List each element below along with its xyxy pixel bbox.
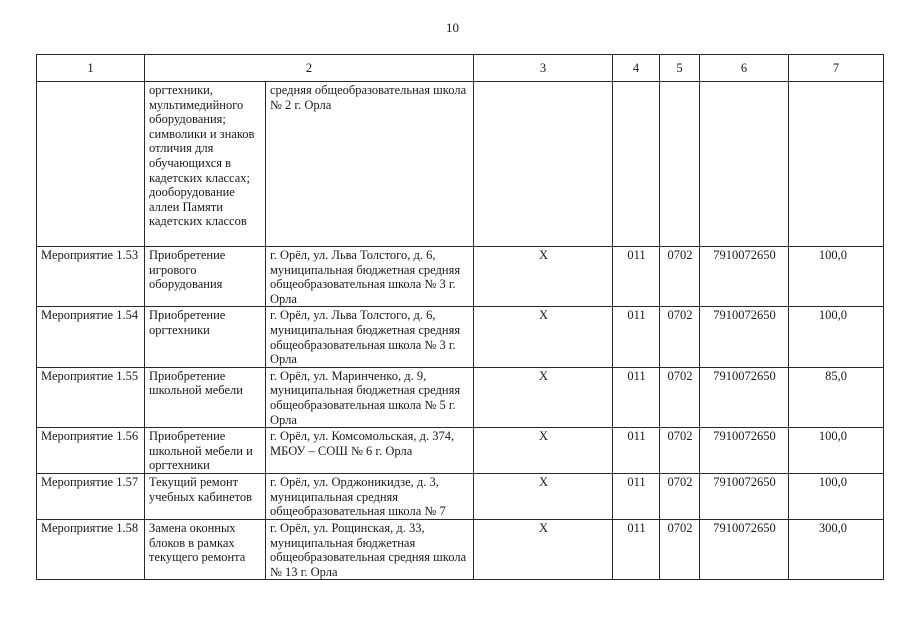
amount-cell: 300,0 xyxy=(789,519,884,579)
col6-cell: 7910072650 xyxy=(700,367,789,427)
col5-cell: 0702 xyxy=(660,247,700,307)
table-row xyxy=(37,473,884,519)
col6-cell: 7910072650 xyxy=(700,519,789,579)
col5-cell: 0702 xyxy=(660,428,700,474)
col6-cell: 7910072650 xyxy=(700,307,789,367)
measure-id-cell: Мероприятие 1.58 xyxy=(37,519,145,579)
col4-cell: 011 xyxy=(613,519,660,579)
col4-cell: 011 xyxy=(613,247,660,307)
col6-cell: 7910072650 xyxy=(700,428,789,474)
col4-cell: 011 xyxy=(613,307,660,367)
column-header: 4 xyxy=(613,55,660,82)
col3-cell: Х xyxy=(474,307,613,367)
measure-name-cell: Приобретение игрового оборудования xyxy=(145,247,266,307)
col3-cell: Х xyxy=(474,519,613,579)
col4-cell: 011 xyxy=(613,428,660,474)
measure-id-cell xyxy=(37,82,145,247)
measure-name-cell: Приобретение школьной мебели и оргтехники xyxy=(145,428,266,474)
address-cell: г. Орёл, ул. Льва Толстого, д. 6, муниципальная бюджетная средняя общеобразовательная школа № 3 г. Орла xyxy=(266,307,474,367)
address-cell: г. Орёл, ул. Льва Толстого, д. 6, муниципальная бюджетная средняя общеобразовательная школа № 3 г. Орла xyxy=(266,247,474,307)
column-numbers-row xyxy=(37,55,884,82)
continuation-row xyxy=(37,82,884,247)
table-row xyxy=(37,247,884,307)
col4-cell: 011 xyxy=(613,473,660,519)
measure-name-cell: Замена оконных блоков в рамках текущего ремонта xyxy=(145,519,266,579)
measure-id-cell: Мероприятие 1.53 xyxy=(37,247,145,307)
measure-name-cell: оргтехники, мультимедийного оборудования; символики и знаков отличия для обучающихся в кадетских классах; дооборудование аллеи Памяти кадетских классов xyxy=(145,82,266,247)
col6-cell: 7910072650 xyxy=(700,473,789,519)
address-cell: г. Орёл, ул. Орджоникидзе, д. 3, муниципальная средняя общеобразовательная школа № 7 xyxy=(266,473,474,519)
col3-cell: Х xyxy=(474,428,613,474)
table-row xyxy=(37,519,884,579)
measure-name-cell: Приобретение школьной мебели xyxy=(145,367,266,427)
amount-cell: 100,0 xyxy=(789,247,884,307)
col5-cell: 0702 xyxy=(660,367,700,427)
amount-cell: 100,0 xyxy=(789,428,884,474)
table-row xyxy=(37,367,884,427)
measures-table xyxy=(36,54,884,580)
measure-name-cell: Приобретение оргтехники xyxy=(145,307,266,367)
column-header: 1 xyxy=(37,55,145,82)
measure-id-cell: Мероприятие 1.54 xyxy=(37,307,145,367)
column-header: 5 xyxy=(660,55,700,82)
col3-cell: Х xyxy=(474,247,613,307)
column-header: 3 xyxy=(474,55,613,82)
amount-cell: 100,0 xyxy=(789,307,884,367)
col4-cell: 011 xyxy=(613,367,660,427)
measure-id-cell: Мероприятие 1.56 xyxy=(37,428,145,474)
address-cell: г. Орёл, ул. Комсомольская, д. 374, МБОУ – СОШ № 6 г. Орла xyxy=(266,428,474,474)
measure-id-cell: Мероприятие 1.55 xyxy=(37,367,145,427)
column-header: 2 xyxy=(145,55,474,82)
col5-cell: 0702 xyxy=(660,519,700,579)
column-header: 7 xyxy=(789,55,884,82)
amount-cell: 85,0 xyxy=(789,367,884,427)
table-row xyxy=(37,428,884,474)
measure-id-cell: Мероприятие 1.57 xyxy=(37,473,145,519)
column-header: 6 xyxy=(700,55,789,82)
col5-cell: 0702 xyxy=(660,473,700,519)
measure-name-cell: Текущий ремонт учебных кабинетов xyxy=(145,473,266,519)
col3-cell: Х xyxy=(474,367,613,427)
col5-cell: 0702 xyxy=(660,307,700,367)
col3-cell: Х xyxy=(474,473,613,519)
page-number: 10 xyxy=(446,20,459,35)
amount-cell: 100,0 xyxy=(789,473,884,519)
table-row xyxy=(37,307,884,367)
address-cell: г. Орёл, ул. Рощинская, д. 33, муниципальная бюджетная общеобразовательная средняя школа № 13 г. Орла xyxy=(266,519,474,579)
address-cell: г. Орёл, ул. Маринченко, д. 9, муниципальная бюджетная средняя общеобразовательная школа № 5 г. Орла xyxy=(266,367,474,427)
col6-cell: 7910072650 xyxy=(700,247,789,307)
address-cell: средняя общеобразовательная школа № 2 г. Орла xyxy=(266,82,474,247)
